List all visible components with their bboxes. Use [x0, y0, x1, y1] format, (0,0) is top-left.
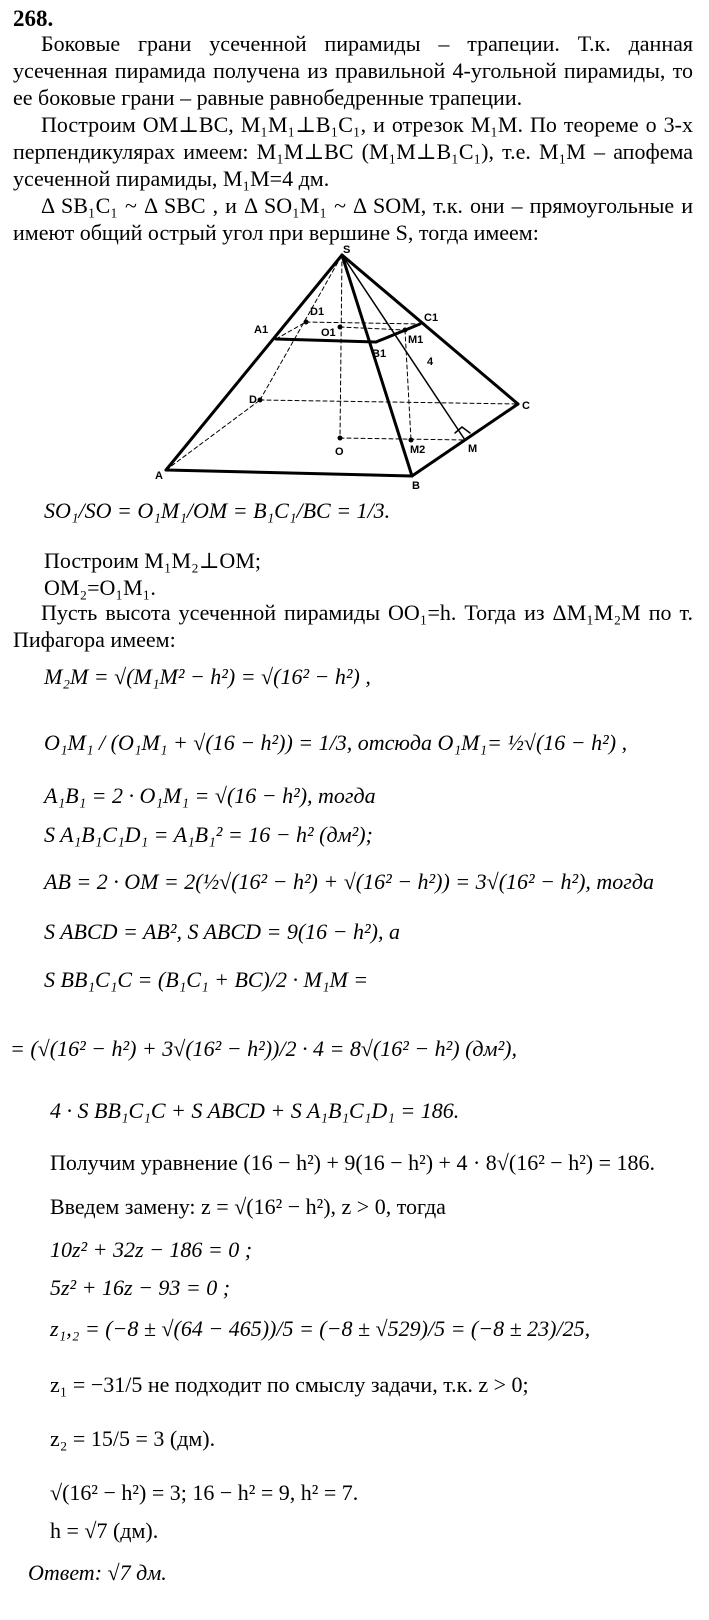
paragraph-3: Δ SB₁C₁ ~ Δ SBC , и Δ SO₁M₁ ~ Δ SOM, т.к. они – прямоугольные и имеют общий острый угол при вершине S, тогда имеем:: [13, 193, 693, 245]
substitution: Введем замену: z = √(16² − h²), z > 0, тогда: [50, 1194, 446, 1219]
problem-number: 268.: [13, 6, 54, 31]
edge-AB: [166, 470, 412, 476]
height-SO: [340, 255, 342, 438]
label-D: D: [249, 394, 257, 406]
area-top-base: S A₁B₁C₁D₁ = A₁B₁² = 16 − h² (дм²);: [44, 822, 373, 847]
total-area-equation: 4 · S BB₁C₁C + S ABCD + S A₁B₁C₁D₁ = 186.: [50, 1098, 460, 1123]
label-O1: O1: [321, 327, 336, 339]
label-A: A: [155, 470, 163, 482]
quadratic-2: 5z² + 16z − 93 = 0 ;: [50, 1275, 231, 1300]
label-M2: M2: [410, 444, 426, 456]
label-M: M: [468, 443, 478, 455]
edge-SC: [342, 255, 518, 404]
om2-equals-o1m1: OM₂=O₁M₁.: [44, 575, 156, 600]
ab-formula: AB = 2 · OM = 2(½√(16² − h²) + √(16² − h²)) = 3√(16² − h²), тогда: [44, 869, 655, 894]
label-S: S: [343, 244, 351, 256]
construct-m1m2: Построим M₁M₂⊥OM;: [44, 548, 261, 573]
solve-h: √(16² − h²) = 3; 16 − h² = 9, h² = 7.: [50, 1480, 359, 1505]
root-z2: z₂ = 15/5 = 3 (дм).: [50, 1426, 216, 1451]
label-M1: M1: [408, 334, 424, 346]
resulting-equation: Получим уравнение (16 − h²) + 9(16 − h²) + 4 · 8√(16² − h²) = 186.: [50, 1150, 656, 1175]
root-z1: z₁ = −31/5 не подходит по смыслу задачи, т.к. z > 0;: [50, 1372, 529, 1397]
label-B1: B1: [372, 348, 387, 360]
label-C: C: [522, 400, 530, 412]
area-bottom-base: S ABCD = AB², S ABCD = 9(16 − h²), а: [44, 919, 400, 944]
h-value: h = √7 (дм).: [50, 1518, 159, 1543]
label-D1: D1: [310, 306, 325, 318]
o1m1-equation: O₁M₁ / (O₁M₁ + √(16 − h²)) = 1/3, отсюда O₁M₁= ½√(16 − h²) ,: [44, 730, 628, 755]
apothem-SM: [342, 255, 465, 440]
m2m-formula: M₂M = √(M₁M² − h²) = √(16² − h²) ,: [44, 664, 371, 689]
answer: Ответ: √7 дм.: [28, 1560, 167, 1585]
edge-SB: [342, 255, 412, 476]
segment-M1M2: [405, 330, 411, 440]
quadratic-1: 10z² + 32z − 186 = 0 ;: [50, 1237, 253, 1262]
label-C1: C1: [424, 312, 439, 324]
segment-OM: [340, 438, 465, 440]
edge-SA: [166, 255, 342, 470]
label-A1: A1: [254, 324, 269, 336]
label-4: 4: [427, 356, 434, 368]
label-O: O: [335, 446, 344, 458]
area-lateral-result: = (√(16² − h²) + 3√(16² − h²))/2 · 4 = 8√(16² − h²) (дм²),: [10, 1036, 518, 1061]
area-lateral-face: S BB₁C₁C = (B₁C₁ + BC)/2 · M₁M =: [44, 967, 369, 992]
paragraph-2: Построим OM⊥BC, M₁M₁⊥B₁C₁, и отрезок M₁M. По теореме о 3-х перпендикулярах имеем: M₁M⊥BC (M₁M⊥B₁C₁), т.е. M₁M – апофема усеченной пирамиды, M₁M=4 дм.: [13, 112, 693, 191]
paragraph-1: Боковые грани усеченной пирамиды – трапеции. Т.к. данная усеченная пирамида получена из правильной 4-угольной пирамиды, то ее боковые грани – равные равнобедренные трапеции.: [13, 31, 693, 110]
edge-A1B1: [276, 339, 376, 342]
height-statement: Пусть высота усеченной пирамиды OO₁=h. Тогда из ΔM₁M₂M по т. Пифагора имеем:: [13, 600, 693, 652]
pyramid-figure: [150, 243, 540, 492]
label-B: B: [412, 480, 420, 492]
ratio-equation: SO₁/SO = O₁M₁/OM = B₁C₁/BC = 1/3.: [44, 498, 391, 523]
segment-O1M1: [340, 327, 405, 330]
roots-formula: z₁,₂ = (−8 ± √(64 − 465))/5 = (−8 ± √529)/5 = (−8 ± 23)/25,: [50, 1316, 591, 1341]
a1b1-formula: A₁B₁ = 2 · O₁M₁ = √(16 − h²), тогда: [44, 783, 376, 808]
